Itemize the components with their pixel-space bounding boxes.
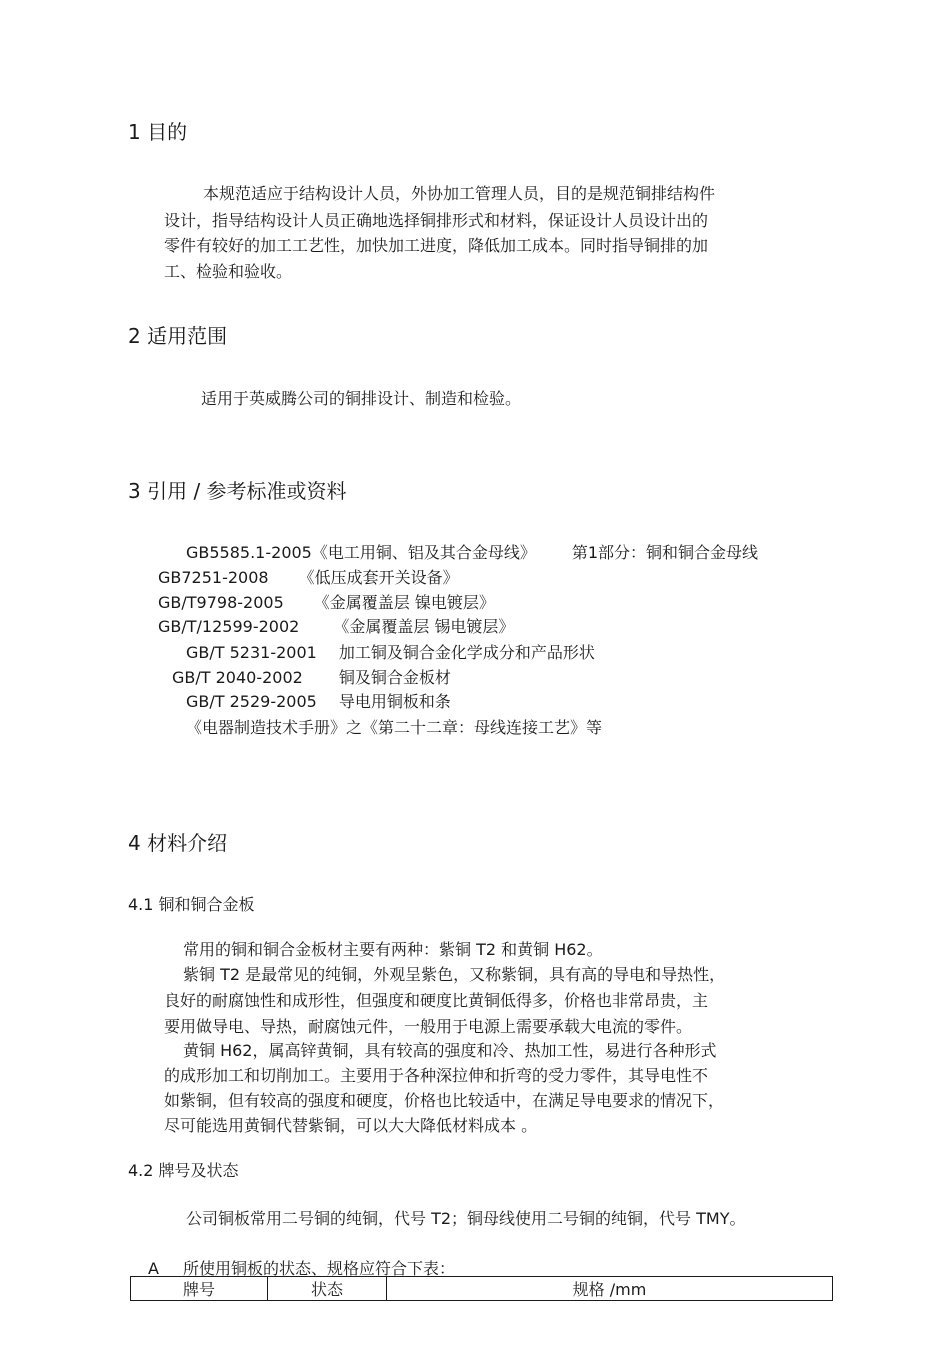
reference-title: 《电工用铜、铝及其合金母线》 (311, 543, 536, 562)
reference-code: GB/T9798-2005 (158, 593, 284, 612)
section-2-line: 适用于英威腾公司的铜排设计、制造和检验。 (201, 389, 522, 408)
reference-item (158, 614, 514, 637)
item-a-text: 所使用铜板的状态、规格应符合下表： (182, 1259, 455, 1278)
subsection-4-1-line: 的成形加工和切削加工。主要用于各种深拉伸和折弯的受力零件，其导电性不 (164, 1066, 709, 1085)
reference-item (186, 540, 758, 563)
reference-item (186, 640, 595, 663)
reference-code: GB/T/12599-2002 (158, 617, 300, 636)
reference-code: GB/T 5231-2001 (186, 643, 317, 662)
reference-item (186, 689, 451, 712)
section-2-heading: 2 适用范围 (128, 324, 228, 348)
subsection-4-1-line: 良好的耐腐蚀性和成形性，但强度和硬度比黄铜低得多，价格也非常昂贵，主 (164, 991, 709, 1010)
reference-code: GB/T 2529-2005 (186, 692, 317, 711)
section-1-line: 工、检验和验收。 (164, 262, 293, 281)
reference-extra: 第1部分：铜和铜合金母线 (571, 543, 759, 562)
section-1-line: 零件有较好的加工工艺性，加快加工进度，降低加工成本。同时指导铜排的加 (164, 236, 709, 255)
reference-item (158, 565, 459, 588)
reference-code: GB7251-2008 (158, 568, 269, 587)
reference-code: GB5585.1-2005 (186, 543, 312, 562)
reference-closing: 《电器制造技术手册》之《第二十二章：母线连接工艺》等 (186, 718, 603, 737)
reference-item (158, 590, 495, 613)
subsection-4-1-line: 尽可能选用黄铜代替紫铜，可以大大降低材料成本 。 (164, 1116, 538, 1135)
section-1-heading: 1 目的 (128, 120, 188, 144)
table-header-row (131, 1277, 833, 1301)
subsection-4-2-line: 公司铜板常用二号铜的纯铜，代号 T2；铜母线使用二号铜的纯铜，代号 TMY。 (186, 1209, 746, 1228)
subsection-4-1-line: 要用做导电、导热，耐腐蚀元件，一般用于电源上需要承载大电流的零件。 (164, 1017, 693, 1036)
subsection-4-1-line: 如紫铜，但有较高的强度和硬度，价格也比较适中，在满足导电要求的情况下， (164, 1091, 725, 1110)
table-header-state: 状态 (268, 1277, 387, 1301)
reference-title: 《金属覆盖层 镍电镀层》 (313, 593, 495, 612)
item-a-marker: A (148, 1259, 159, 1278)
section-1-line: 设计，指导结构设计人员正确地选择铜排形式和材料，保证设计人员设计出的 (164, 211, 709, 230)
reference-title: 《金属覆盖层 锡电镀层》 (333, 617, 515, 636)
subsection-4-1-line: 常用的铜和铜合金板材主要有两种：紫铜 T2 和黄铜 H62。 (183, 940, 603, 959)
table-header-grade: 牌号 (131, 1277, 268, 1301)
reference-title: 加工铜及铜合金化学成分和产品形状 (338, 643, 595, 662)
subsection-4-2-heading: 4.2 牌号及状态 (128, 1161, 239, 1180)
reference-item (172, 665, 451, 688)
reference-title: 铜及铜合金板材 (338, 668, 451, 687)
reference-title: 导电用铜板和条 (338, 692, 451, 711)
section-4-heading: 4 材料介绍 (128, 831, 228, 855)
section-1-line: 本规范适应于结构设计人员，外协加工管理人员，目的是规范铜排结构件 (203, 184, 716, 203)
table-header-spec: 规格 /mm (387, 1277, 833, 1301)
spec-table (130, 1276, 833, 1301)
section-3-heading: 3 引用 / 参考标准或资料 (128, 479, 347, 503)
subsection-4-1-line: 黄铜 H62，属高锌黄铜，具有较高的强度和冷、热加工性，易进行各种形式 (183, 1041, 717, 1060)
subsection-4-1-line: 紫铜 T2 是最常见的纯铜，外观呈紫色，又称紫铜，具有高的导电和导热性， (183, 965, 726, 984)
reference-title: 《低压成套开关设备》 (298, 568, 459, 587)
reference-code: GB/T 2040-2002 (172, 668, 303, 687)
subsection-4-1-heading: 4.1 铜和铜合金板 (128, 895, 255, 914)
